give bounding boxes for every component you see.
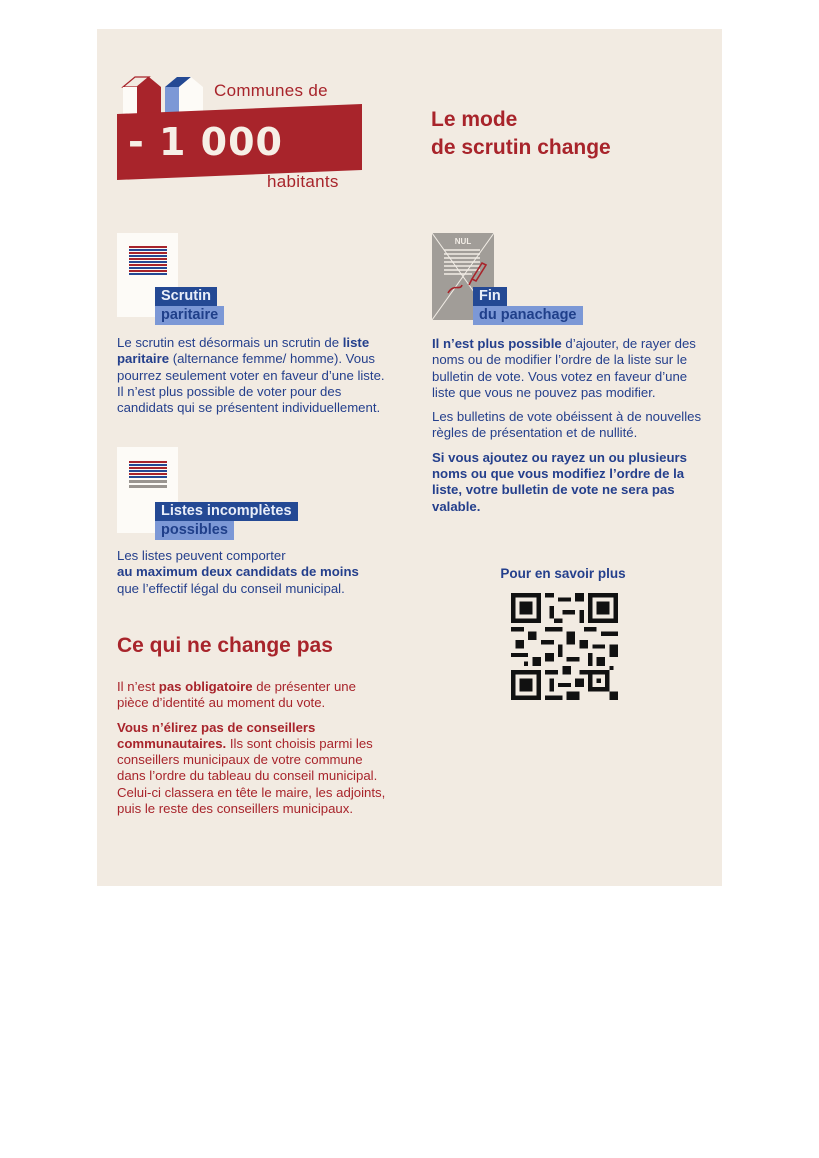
qr-code[interactable] — [511, 593, 618, 700]
badge-line-3: habitants — [267, 172, 339, 191]
label-fin-panachage: Fin du panachage — [473, 287, 583, 325]
scrutin-paritaire-text: Le scrutin est désormais un scrutin de liste paritaire (alternance femme/ homme). Vous pourrez seulement voter en faveur d’une liste. Il n’est plus possible de voter pour des candidats qui se présentent individuellement. — [117, 335, 385, 416]
svg-text:NUL: NUL — [454, 237, 472, 246]
unchanged-text: Il n’est pas obligatoire de présenter une pièce d’identité au moment du vote. Vous n’élirez pas de conseillers communautaires. Ils sont choisis parmi les conseillers municipaux de votre commune dans l’ordre du tableau du conseil municipal. Celui-ci classera en tête le maire, les adjoints, puis le reste des conseillers municipaux. — [117, 679, 386, 817]
badge-line-1: Communes de — [214, 81, 328, 100]
listes-incompletes-text: Les listes peuvent comporter au maximum deux candidats de moins que l’effectif légal du conseil municipal. — [117, 548, 359, 596]
label-listes-incompletes: Listes incomplètes possibles — [155, 502, 298, 540]
badge-number: - 1 000 — [128, 120, 283, 164]
label-scrutin-paritaire: Scrutin paritaire — [155, 287, 224, 325]
more-info-label: Pour en savoir plus — [500, 566, 626, 581]
section-title-unchanged: Ce qui ne change pas — [117, 634, 333, 657]
page-title: Le mode de scrutin change — [431, 108, 611, 159]
panachage-text: Il n’est plus possible d’ajouter, de rayer des noms ou de modifier l’ordre de la liste sur le bulletin de vote. Vous votez en faveur d’une liste que vous ne pouvez pas modifier. Les bulletins de vote obéissent à de nouvelles règles de présentation et de nullité. Si vous ajoutez ou rayez un ou plusieurs noms ou que vous modifiez l’ordre de la liste, votre bulletin de vote ne sera pas valable. — [432, 336, 702, 514]
